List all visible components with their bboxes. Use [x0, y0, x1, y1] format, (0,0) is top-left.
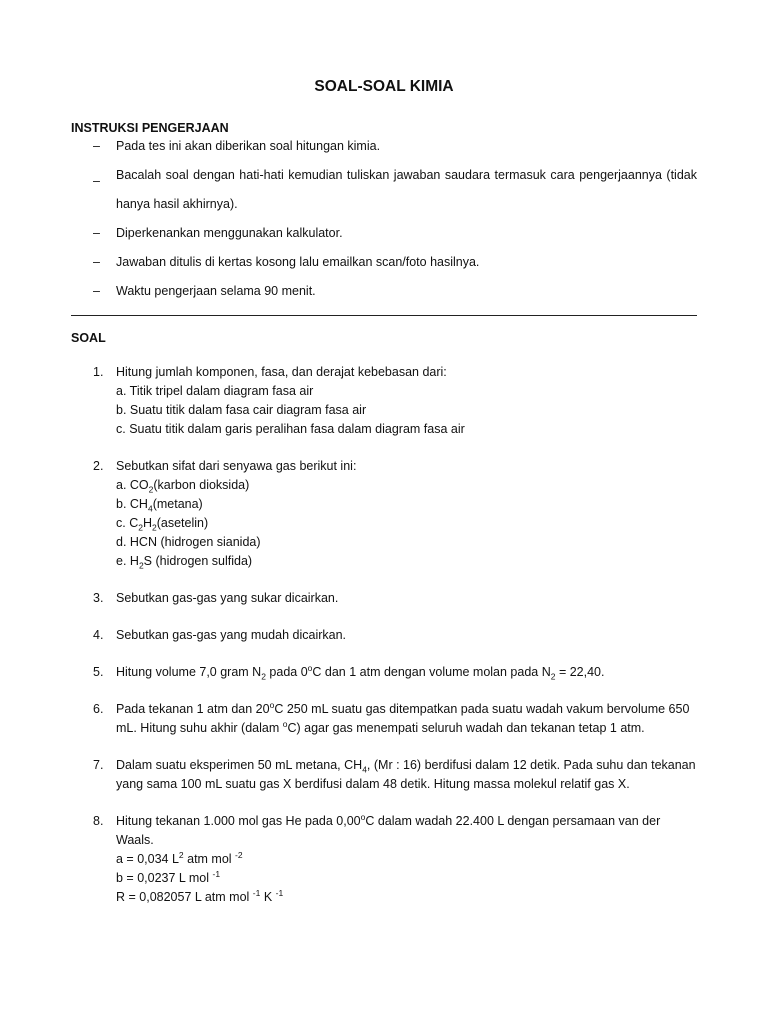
constant-a: a = 0,034 $L^2$ atm mol $^{-2}$ — [116, 849, 243, 866]
question-7 — [71, 756, 697, 794]
dash-bullet: – — [93, 174, 100, 188]
instruction-item: – Jawaban ditulis di kertas kosong lalu emailkan scan/foto hasilnya. — [93, 255, 480, 269]
constant-r: R = 0,082057 L atm mol $^{-1}$ K $^{-1}$ — [116, 887, 284, 904]
question-3 — [71, 589, 697, 608]
constant-b: b = 0,0237 L mol $^{-1}$ — [116, 868, 221, 885]
page-title: SOAL-SOAL KIMIA — [314, 78, 454, 95]
question-number: 6. — [93, 702, 104, 716]
question-text: Hitung jumlah komponen, fasa, dan derajat kebebasan dari: — [116, 365, 447, 379]
question-list — [71, 363, 697, 925]
instruction-item: – Waktu pengerjaan selama 90 menit. — [93, 284, 316, 298]
question-6 — [71, 700, 697, 738]
dash-bullet: – — [93, 284, 100, 298]
section-divider — [71, 315, 697, 316]
question-number: 4. — [93, 628, 104, 642]
question-1 — [71, 363, 697, 439]
question-number: 7. — [93, 758, 104, 772]
question-number: 8. — [93, 814, 104, 828]
question-text: Sebutkan sifat dari senyawa gas berikut ini: — [116, 459, 357, 473]
dash-bullet: – — [93, 226, 100, 240]
question-5 — [71, 663, 697, 682]
question-option: a. $CO_2(karbon$ dioksida) — [116, 478, 250, 495]
question-text: Sebutkan gas-gas yang sukar dicairkan. — [116, 591, 339, 605]
question-option: b. $CH_4(metana)$ — [116, 497, 203, 514]
question-option: d. HCN (hidrogen sianida) — [116, 535, 261, 549]
instruction-item: – Pada tes ini akan diberikan soal hitungan kimia. — [93, 139, 381, 153]
question-text: Hitung volume 7,0 gram $N_2$ pada 0$^o$C dan 1 atm dengan volume molan pada $N_2 = 22,40$. — [116, 662, 605, 682]
question-text: Pada tekanan 1 atm dan 20$^o$C 250 mL suatu gas ditempatkan pada suatu wadah vakum bervolume 650 mL. Hitung suhu akhir (dalam $^o$C) agar gas menempati seluruh wadah dan tekanan tetap 1 atm. — [116, 699, 690, 735]
instruction-item: – Diperkenankan menggunakan kalkulator. — [93, 226, 343, 240]
question-number: 3. — [93, 591, 104, 605]
question-number: 1. — [93, 365, 104, 379]
question-4 — [71, 626, 697, 645]
question-number: 5. — [93, 665, 104, 679]
question-2 — [71, 457, 697, 571]
question-option: a. Titik tripel dalam diagram fasa air — [116, 384, 314, 398]
question-option: c. $C_2H_2(asetelin)$ — [116, 516, 209, 533]
soal-heading: SOAL — [71, 331, 106, 345]
dash-bullet: – — [93, 139, 100, 153]
instructions-heading: INSTRUKSI PENGERJAAN — [71, 121, 229, 135]
question-text: Sebutkan gas-gas yang mudah dicairkan. — [116, 628, 347, 642]
question-option: b. Suatu titik dalam fasa cair diagram fasa air — [116, 403, 367, 417]
instructions-list — [71, 138, 697, 312]
question-number: 2. — [93, 459, 104, 473]
question-option: e. $H_2S$ (hidrogen sulfida) — [116, 554, 253, 571]
question-text: Dalam suatu eksperimen 50 mL metana, $CH_4$, (Mr : 16) berdifusi dalam 12 detik. Pada suhu dan tekanan yang sama 100 mL suatu gas X berdifusi dalam 48 detik. Hitung massa molekul relatif gas X. — [116, 758, 696, 791]
instruction-item: – Bacalah soal dengan hati-hati kemudian tuliskan jawaban saudara termasuk cara pengerjaannya (tidak hanya hasil akhirnya). — [93, 168, 697, 211]
question-8 — [71, 812, 697, 907]
question-text: Hitung tekanan 1.000 mol gas He pada 0,00$^o$C dalam wadah 22.400 L dengan persamaan van der Waals. — [116, 811, 661, 847]
dash-bullet: – — [93, 255, 100, 269]
question-option: c. Suatu titik dalam garis peralihan fasa dalam diagram fasa air — [116, 422, 465, 436]
